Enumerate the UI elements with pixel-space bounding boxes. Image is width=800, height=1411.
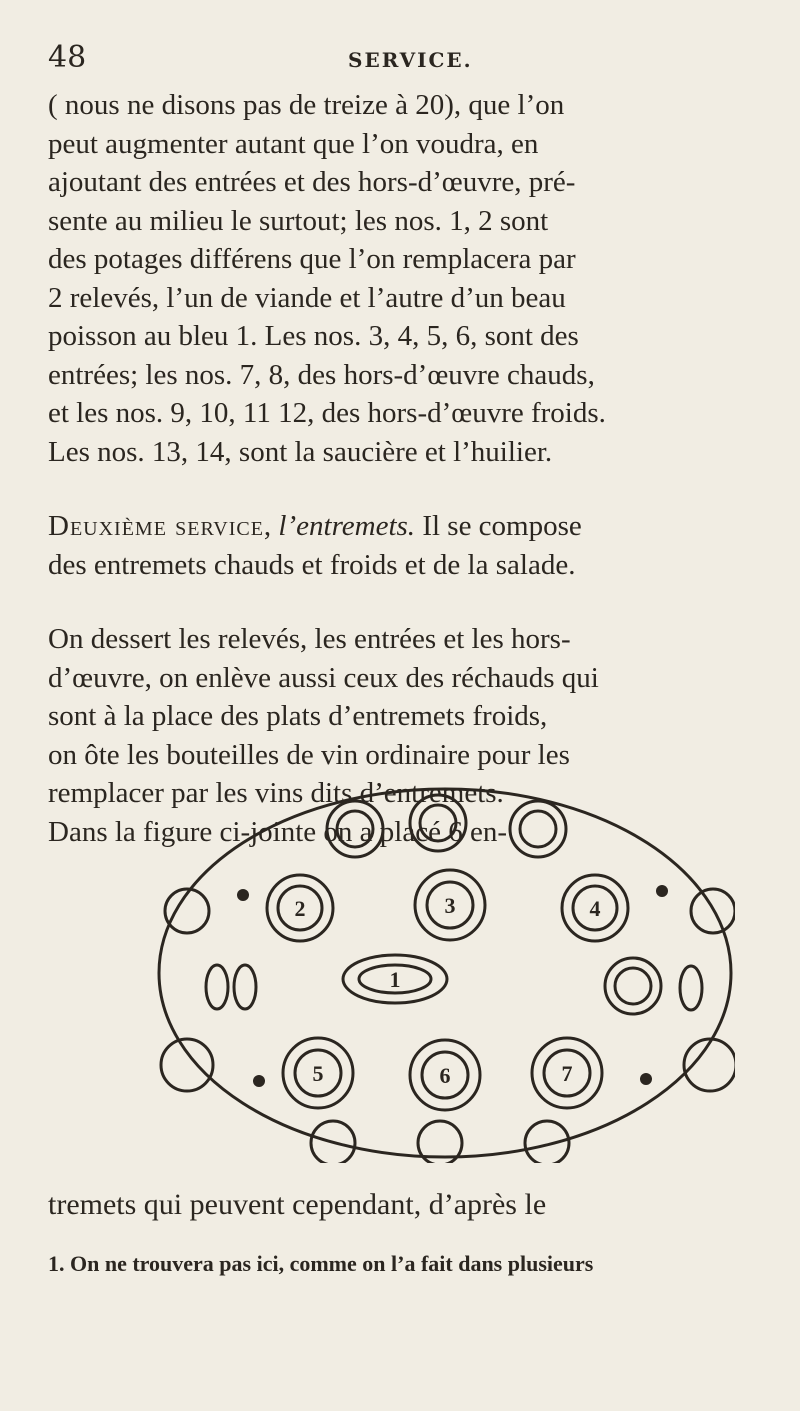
running-head: SERVICE. bbox=[348, 48, 473, 72]
text-line: et les nos. 9, 10, 11 12, des hors-d’œuvre froids. bbox=[48, 397, 606, 429]
dish-number: 5 bbox=[312, 1061, 324, 1086]
section-lead-rest: Il se compose bbox=[415, 510, 582, 542]
text-line: Dans la figure ci-jointe on a placé 6 en- bbox=[48, 815, 507, 848]
bottle bbox=[206, 965, 228, 1009]
dish-number: 7 bbox=[561, 1061, 573, 1086]
text-line: sente au milieu le surtout; les nos. 1, 2 sont bbox=[48, 204, 549, 237]
dish-number: 2 bbox=[294, 896, 306, 921]
text-line: ajoutant des entrées et des hors-d’œuvre, pré- bbox=[48, 166, 576, 198]
plate bbox=[161, 1039, 213, 1091]
plate-inner bbox=[337, 811, 373, 847]
bottle bbox=[234, 965, 256, 1009]
dish-number: 4 bbox=[589, 896, 601, 921]
paragraph-second-service bbox=[48, 507, 772, 584]
plate bbox=[510, 801, 566, 857]
text-line: Deuxième service, l’entremets. Il se compose bbox=[48, 510, 582, 542]
page-header bbox=[48, 40, 760, 80]
table-setting-figure bbox=[155, 783, 735, 1163]
plate bbox=[327, 801, 383, 857]
plate bbox=[410, 795, 466, 851]
section-lead: Deuxième service bbox=[48, 510, 264, 542]
plate-inner bbox=[615, 968, 651, 1004]
continuation-line: tremets qui peuvent cependant, d’après le bbox=[48, 1188, 547, 1221]
dot-marker bbox=[656, 885, 668, 897]
text-line: entrées; les nos. 7, 8, des hors-d’œuvre chauds, bbox=[48, 358, 595, 391]
dish-number: 1 bbox=[389, 967, 401, 992]
bottle bbox=[680, 966, 702, 1010]
text-line: on ôte les bouteilles de vin ordinaire pour les bbox=[48, 738, 570, 771]
text-line: des potages différens que l’on remplacera par bbox=[48, 243, 576, 275]
text-line: Les nos. 13, 14, sont la saucière et l’huilier. bbox=[48, 435, 553, 468]
dot-marker bbox=[237, 889, 249, 901]
dot-marker bbox=[253, 1075, 265, 1087]
table-diagram bbox=[155, 783, 735, 1163]
plate-inner bbox=[420, 805, 456, 841]
dish-number: 6 bbox=[439, 1063, 451, 1088]
text-line: poisson au bleu 1. Les nos. 3, 4, 5, 6, sont des bbox=[48, 320, 579, 352]
page-number: 48 bbox=[48, 40, 87, 75]
text-line: peut augmenter autant que l’on voudra, en bbox=[48, 127, 539, 160]
dot-marker bbox=[640, 1073, 652, 1085]
text-line: ( nous ne disons pas de treize à 20), que l’on bbox=[48, 89, 565, 121]
section-title: l’entremets. bbox=[278, 510, 416, 542]
plate bbox=[605, 958, 661, 1014]
plate-inner bbox=[520, 811, 556, 847]
text-line: remplacer par les vins dits d’entremets. bbox=[48, 777, 504, 809]
text-line: 2 relevés, l’un de viande et l’autre d’un beau bbox=[48, 281, 566, 314]
paragraph-first-service bbox=[48, 86, 772, 471]
text-line: des entremets chauds et froids et de la salade. bbox=[48, 548, 576, 581]
dish-number: 3 bbox=[444, 893, 456, 918]
footnote: 1. On ne trouvera pas ici, comme on l’a fait dans plusieurs bbox=[48, 1251, 594, 1276]
text-line: On dessert les relevés, les entrées et les hors- bbox=[48, 623, 571, 655]
text-line: d’œuvre, on enlève aussi ceux des réchauds qui bbox=[48, 661, 599, 694]
text-line: sont à la place des plats d’entremets froids, bbox=[48, 700, 548, 732]
